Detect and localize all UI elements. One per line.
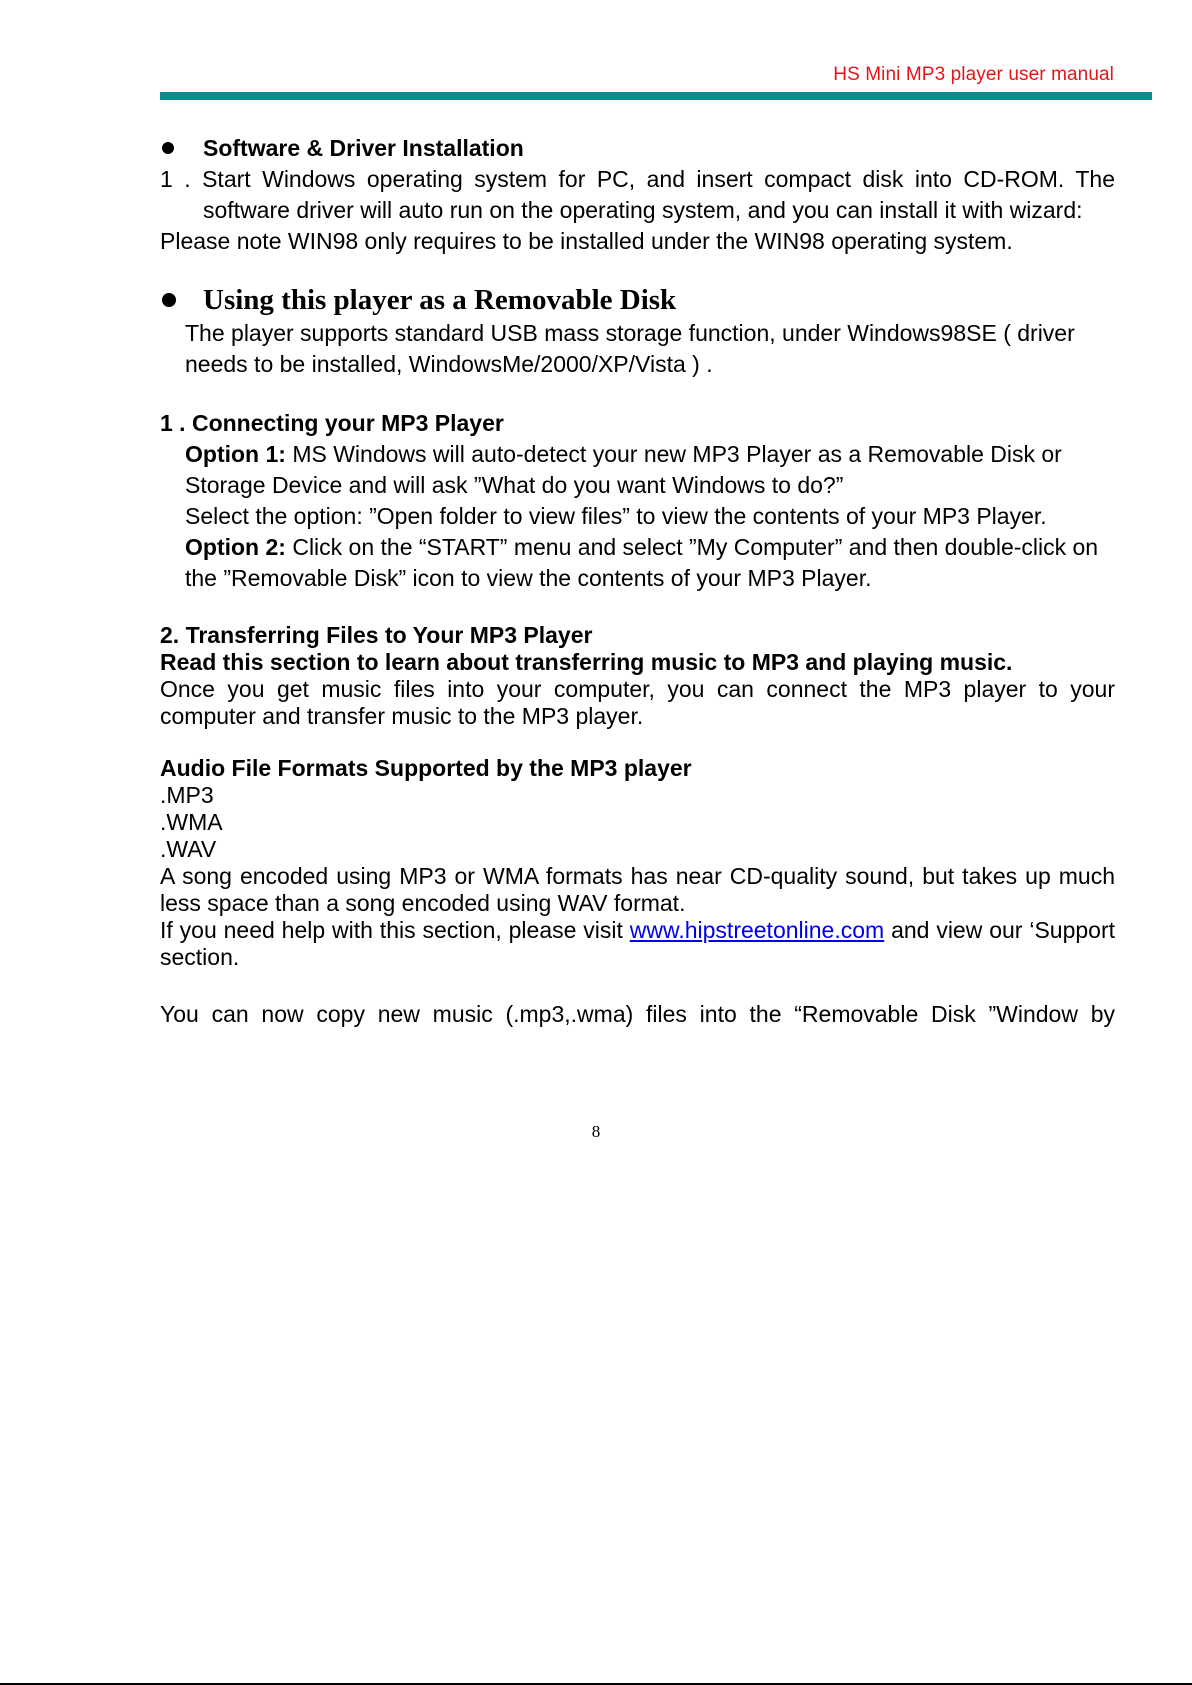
quality-text: A song encoded using MP3 or WMA formats has near CD-quality sound, but takes up much less space than a song encoded using WAV format.: [160, 863, 1115, 916]
support-website-link[interactable]: www.hipstreetonline.com: [629, 917, 885, 943]
help-suffix: and view our ‘Support section.: [160, 917, 1115, 970]
format-item: .WMA: [160, 809, 223, 835]
select-option-text: Select the option: ”Open folder to view files” to view the contents of your MP3 Player.: [185, 503, 1047, 529]
software-step1-line1: 1 . Start Windows operating system for PC, and insert compact disk into CD-ROM. The: [160, 166, 1115, 192]
bullet-icon: [162, 142, 174, 154]
software-note: Please note WIN98 only requires to be installed under the WIN98 operating system.: [160, 228, 1013, 254]
transferring-heading: 2. Transferring Files to Your MP3 Player: [160, 622, 593, 648]
help-prefix: If you need help with this section, please visit: [160, 917, 630, 943]
transferring-subheading: Read this section to learn about transferring music to MP3 and playing music.: [160, 649, 1013, 675]
software-heading-text: Software & Driver Installation: [203, 135, 524, 161]
page-number: 8: [591, 1122, 601, 1141]
option1-paragraph: [160, 439, 1115, 501]
bullet-icon: [162, 293, 176, 307]
software-section-heading: [160, 133, 1115, 164]
option2-text: Click on the “START” menu and select ”My Computer” and then double-click on the ”Removable Disk” icon to view the contents of your MP3 Player.: [185, 534, 1099, 591]
page-content: [160, 133, 1115, 1030]
header-divider: [160, 92, 1152, 100]
formats-heading: Audio File Formats Supported by the MP3 player: [160, 755, 692, 781]
help-paragraph: [160, 917, 1115, 971]
transferring-body: Once you get music files into your computer, you can connect the MP3 player to your computer and transfer music to the MP3 player.: [160, 676, 1115, 729]
removable-heading-text: Using this player as a Removable Disk: [203, 284, 677, 316]
removable-section-heading: [160, 282, 1115, 318]
format-item: .WAV: [160, 836, 217, 862]
option1-text: MS Windows will auto-detect your new MP3 Player as a Removable Disk or Storage Device and will ask ”What do you want Windows to do?”: [185, 441, 1062, 498]
removable-intro-line2: needs to be installed, WindowsMe/2000/XP/Vista ) .: [185, 351, 713, 377]
option2-label: Option 2:: [185, 534, 286, 560]
copy-instructions: You can now copy new music (.mp3,.wma) files into the “Removable Disk ”Window by: [160, 1001, 1115, 1027]
option2-paragraph: [160, 532, 1115, 594]
running-header: HS Mini MP3 player user manual: [833, 64, 1114, 85]
removable-intro-line1: The player supports standard USB mass storage function, under Windows98SE ( driver: [185, 320, 1075, 346]
software-step1-line2: software driver will auto run on the operating system, and you can install it with wizard:: [203, 197, 1083, 223]
format-item: .MP3: [160, 782, 214, 808]
connecting-heading: 1 . Connecting your MP3 Player: [160, 410, 504, 436]
option1-label: Option 1:: [185, 441, 286, 467]
